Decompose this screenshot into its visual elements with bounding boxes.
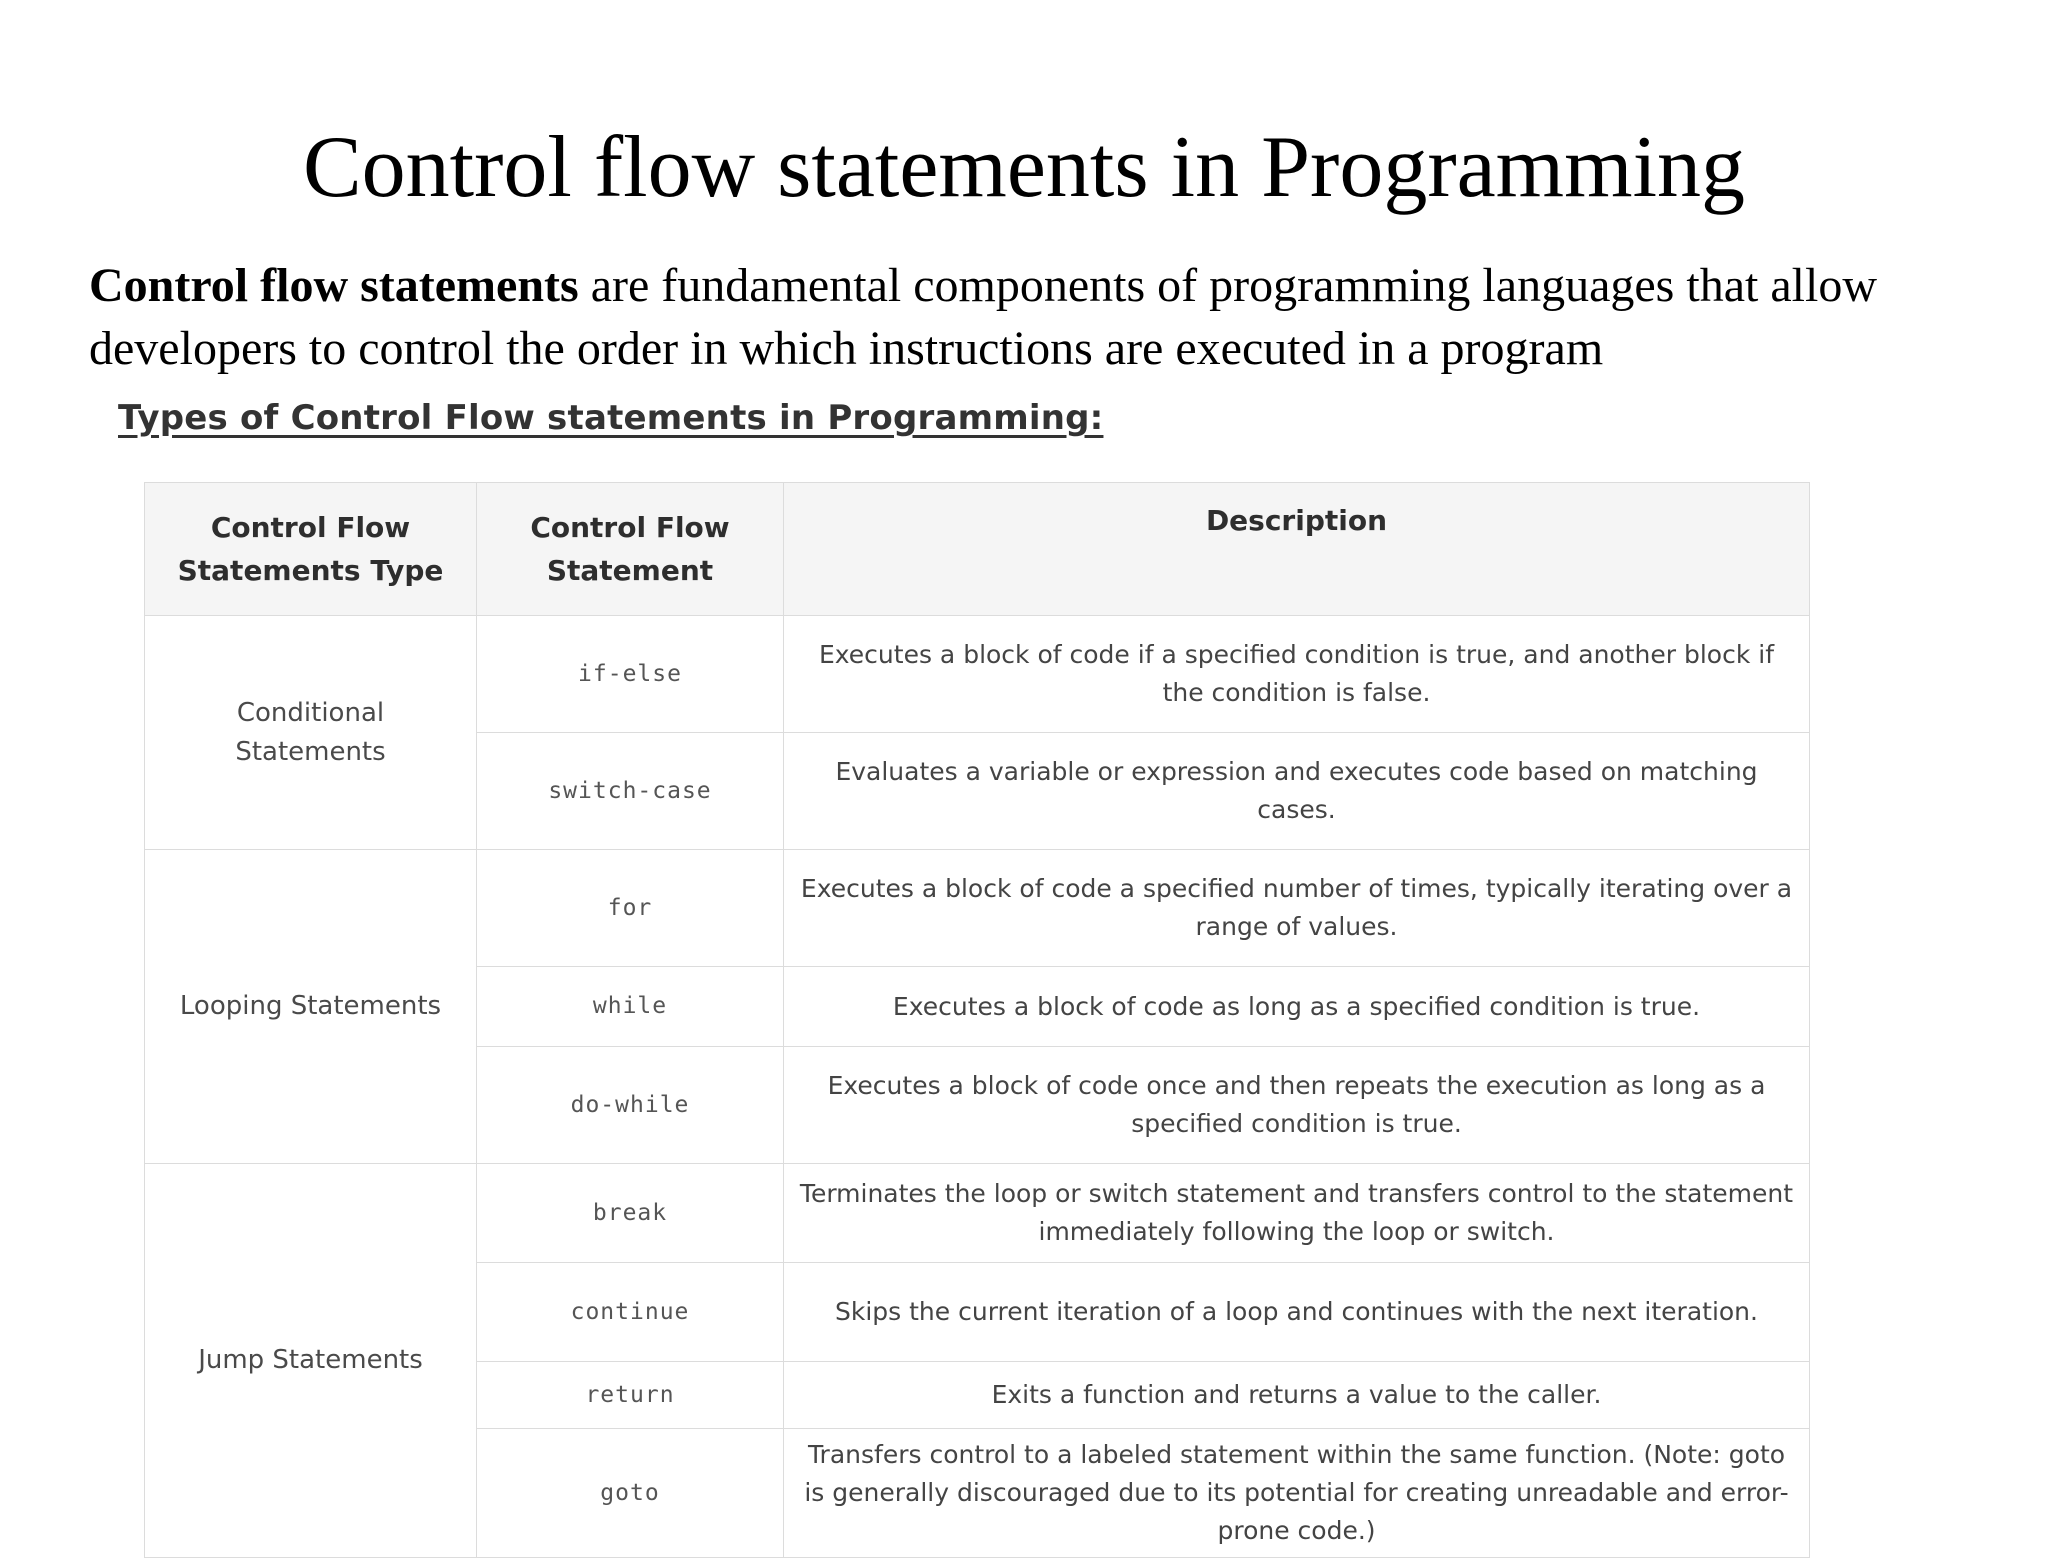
- type-jump: Jump Statements: [145, 1164, 477, 1558]
- statement-return: return: [477, 1362, 784, 1429]
- description-do-while: Executes a block of code once and then repeats the execution as long as a specified condition is true.: [784, 1047, 1810, 1164]
- intro-bold-term: Control flow statements: [89, 259, 579, 312]
- description-while: Executes a block of code as long as a specified condition is true.: [784, 967, 1810, 1047]
- description-return: Exits a function and returns a value to the caller.: [784, 1362, 1810, 1429]
- description-break: Terminates the loop or switch statement and transfers control to the statement immediately following the loop or switch.: [784, 1164, 1810, 1263]
- header-statement: Control Flow Statement: [477, 483, 784, 616]
- header-type: Control Flow Statements Type: [145, 483, 477, 616]
- table-row: [145, 1164, 1810, 1263]
- type-conditional: Conditional Statements: [145, 616, 477, 850]
- statement-break: break: [477, 1164, 784, 1263]
- statement-continue: continue: [477, 1263, 784, 1362]
- statement-while: while: [477, 967, 784, 1047]
- statement-for: for: [477, 850, 784, 967]
- description-if-else: Executes a block of code if a specified condition is true, and another block if the condition is false.: [784, 616, 1810, 733]
- description-continue: Skips the current iteration of a loop and continues with the next iteration.: [784, 1263, 1810, 1362]
- description-switch-case: Evaluates a variable or expression and executes code based on matching cases.: [784, 733, 1810, 850]
- header-description: Description: [784, 483, 1810, 616]
- statement-switch-case: switch-case: [477, 733, 784, 850]
- intro-paragraph: [89, 254, 1989, 380]
- intro-text: are fundamental components of programming languages that allow developers to control the order in which instructions are executed in a program: [89, 259, 1877, 375]
- slide-title: Control flow statements in Programming: [302, 119, 1746, 216]
- statement-if-else: if-else: [477, 616, 784, 733]
- description-for: Executes a block of code a specified number of times, typically iterating over a range of values.: [784, 850, 1810, 967]
- description-goto: Transfers control to a labeled statement within the same function. (Note: goto is generally discouraged due to its potential for creating unreadable and error-prone code.): [784, 1429, 1810, 1558]
- table-header-row: [145, 483, 1810, 616]
- statement-do-while: do-while: [477, 1047, 784, 1164]
- section-heading: Types of Control Flow statements in Programming:: [118, 398, 1104, 438]
- control-flow-table: [144, 482, 1810, 1558]
- statement-goto: goto: [477, 1429, 784, 1558]
- table-row: [145, 850, 1810, 967]
- table-row: [145, 616, 1810, 733]
- type-looping: Looping Statements: [145, 850, 477, 1164]
